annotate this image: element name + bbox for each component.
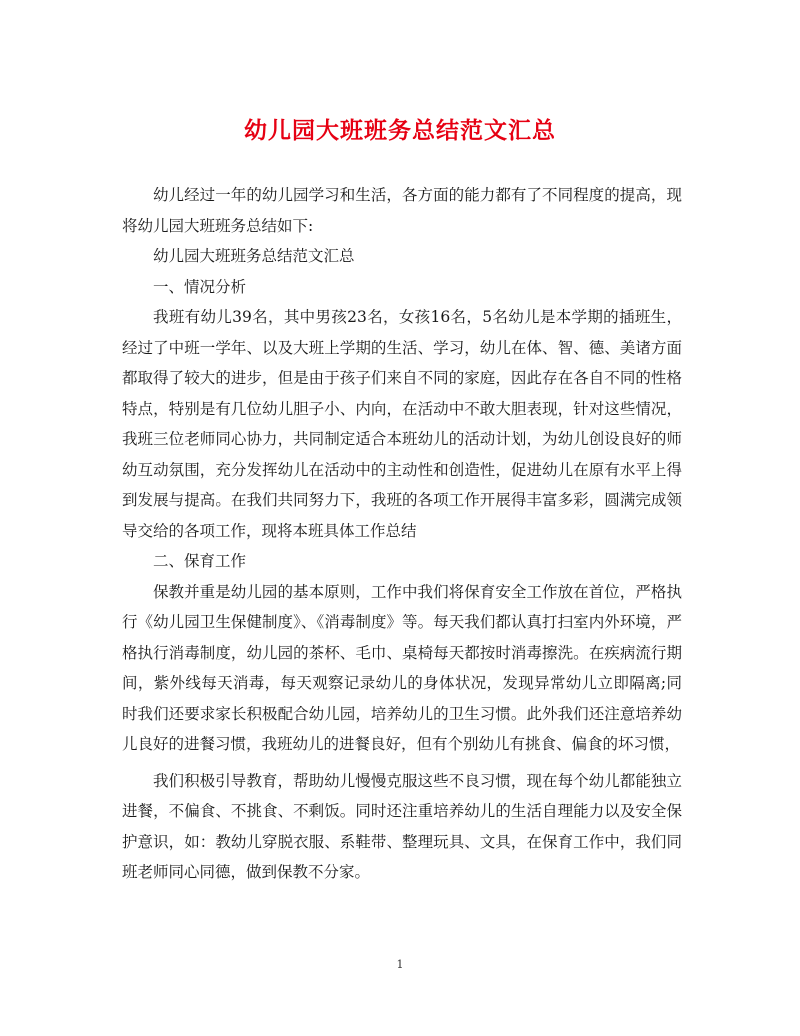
subtitle-paragraph: 幼儿园大班班务总结范文汇总	[153, 247, 355, 265]
document-body	[122, 180, 682, 888]
section-heading-care: 二、保育工作	[153, 552, 247, 570]
page-number: 1	[396, 958, 404, 971]
care-paragraph: 保教并重是幼儿园的基本原则，工作中我们将保育安全工作放在首位，严格执行《幼儿园卫生保健制度》、《消毒制度》等。每天我们都认真打扫室内外环境，严格执行消毒制度，幼儿园的茶杯、毛巾、桌椅每天都按时消毒擦洗。在疾病流行期间，紫外线每天消毒，每天观察记录幼儿的身体状况，发现异常幼儿立即隔离;同时我们还要求家长积极配合幼儿园，培养幼儿的卫生习惯。此外我们还注意培养幼儿良好的进餐习惯，我班幼儿的进餐良好，但有个别幼儿有挑食、偏食的坏习惯，	[122, 582, 682, 753]
intro-paragraph: 幼儿经过一年的幼儿园学习和生活，各方面的能力都有了不同程度的提高，现将幼儿园大班班务总结如下:	[122, 186, 682, 235]
document-title: 幼儿园大班班务总结范文汇总	[244, 117, 556, 144]
guidance-paragraph: 我们积极引导教育，帮助幼儿慢慢克服这些不良习惯，现在每个幼儿都能独立进餐，不偏食、不挑食、不剩饭。同时还注重培养幼儿的生活自理能力以及安全保护意识，如：教幼儿穿脱衣服、系鞋带、整理玩具、文具，在保育工作中，我们同班老师同心同德，做到保教不分家。	[122, 771, 682, 881]
situation-paragraph: 我班有幼儿39名，其中男孩23名，女孩16名，5名幼儿是本学期的插班生，经过了中班一学年、以及大班上学期的生活、学习，幼儿在体、智、德、美诸方面都取得了较大的进步，但是由于孩子们来自不同的家庭，因此存在各自不同的性格特点，特别是有几位幼儿胆子小、内向，在活动中不敢大胆表现，针对这些情况，我班三位老师同心协力，共同制定适合本班幼儿的活动计划，为幼儿创设良好的师幼互动氛围，充分发挥幼儿在活动中的主动性和创造性，促进幼儿在原有水平上得到发展与提高。在我们共同努力下，我班的各项工作开展得丰富多彩，圆满完成领导交给的各项工作，现将本班具体工作总结	[122, 308, 682, 540]
section-heading-situation: 一、情况分析	[153, 277, 247, 296]
